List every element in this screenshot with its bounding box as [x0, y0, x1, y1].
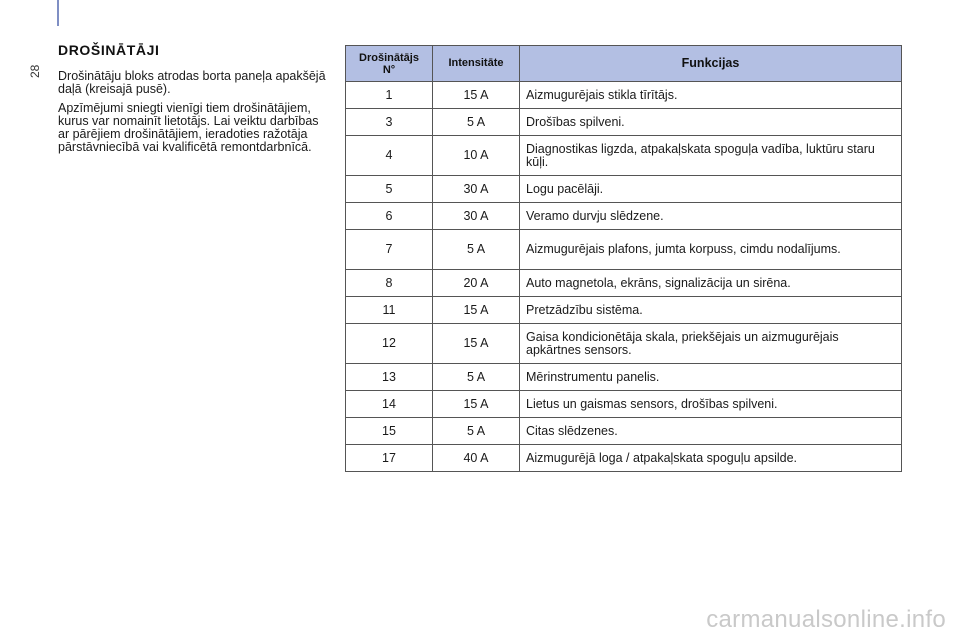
fuse-amperage: 30 A: [433, 176, 520, 203]
fuse-function: Logu pacēlāji.: [520, 176, 902, 203]
fuse-amperage: 15 A: [433, 82, 520, 109]
fuse-function: Lietus un gaismas sensors, drošības spilveni.: [520, 391, 902, 418]
table-row: [346, 297, 902, 324]
section-title: DROŠINĀTĀJI: [58, 42, 160, 58]
table-row: [346, 176, 902, 203]
fuse-function: Veramo durvju slēdzene.: [520, 203, 902, 230]
fuse-number: 1: [346, 82, 433, 109]
table-row: [346, 445, 902, 472]
fuse-amperage: 5 A: [433, 418, 520, 445]
fuse-amperage: 5 A: [433, 230, 520, 270]
fuse-number: 12: [346, 324, 433, 364]
header-row: [346, 46, 902, 82]
fuse-amperage: 5 A: [433, 109, 520, 136]
fuse-number: 13: [346, 364, 433, 391]
fuse-function: Aizmugurējā loga / atpakaļskata spoguļu apsilde.: [520, 445, 902, 472]
fuse-number: 15: [346, 418, 433, 445]
fuse-function: Gaisa kondicionētāja skala, priekšējais un aizmugurējais apkārtnes sensors.: [520, 324, 902, 364]
fuse-function: Drošības spilveni.: [520, 109, 902, 136]
fuse-amperage: 20 A: [433, 270, 520, 297]
fuse-amperage: 40 A: [433, 445, 520, 472]
fuse-table-body: [346, 82, 902, 472]
header-fuse-number: [346, 46, 433, 82]
fuse-number: 3: [346, 109, 433, 136]
page-side-bar: [57, 0, 59, 26]
fuse-number: 8: [346, 270, 433, 297]
table-row: [346, 391, 902, 418]
fuse-table: [345, 45, 902, 472]
intro-paragraph: Drošinātāju bloks atrodas borta paneļa apakšējā daļā (kreisajā pusē).: [58, 69, 326, 96]
fuse-number: 5: [346, 176, 433, 203]
page-number: 28: [28, 64, 42, 78]
fuse-amperage: 30 A: [433, 203, 520, 230]
fuse-amperage: 15 A: [433, 297, 520, 324]
fuse-number: 6: [346, 203, 433, 230]
header-fuse-number-line1: Drošinātājs: [359, 51, 419, 64]
fuse-amperage: 15 A: [433, 391, 520, 418]
fuse-number: 17: [346, 445, 433, 472]
fuse-number: 14: [346, 391, 433, 418]
fuse-amperage: 15 A: [433, 324, 520, 364]
watermark: carmanualsonline.info: [706, 606, 946, 633]
header-fuse-number-line2: N°: [382, 63, 396, 76]
table-row: [346, 82, 902, 109]
table-row: [346, 418, 902, 445]
fuse-function: Auto magnetola, ekrāns, signalizācija un sirēna.: [520, 270, 902, 297]
intro-text: [58, 70, 330, 160]
table-row: [346, 136, 902, 176]
fuse-amperage: 5 A: [433, 364, 520, 391]
fuse-function: Citas slēdzenes.: [520, 418, 902, 445]
fuse-function: Mērinstrumentu panelis.: [520, 364, 902, 391]
fuse-number: 7: [346, 230, 433, 270]
fuse-function: Pretzādzību sistēma.: [520, 297, 902, 324]
intro-paragraph: Apzīmējumi sniegti vienīgi tiem drošinātājiem, kurus var nomainīt lietotājs. Lai veiktu darbības ar pārējiem drošinātājiem, ieradoties ražotāja pārstāvniecībā vai kvalificētā remontdarbnīcā.: [58, 101, 319, 154]
fuse-number: 11: [346, 297, 433, 324]
header-functions: Funkcijas: [520, 46, 902, 82]
header-amperage: Intensitāte: [433, 46, 520, 82]
fuse-number: 4: [346, 136, 433, 176]
table-row: [346, 324, 902, 364]
fuse-function: Aizmugurējais plafons, jumta korpuss, cimdu nodalījums.: [520, 230, 902, 270]
fuse-function: Diagnostikas ligzda, atpakaļskata spoguļa vadība, luktūru staru kūļi.: [520, 136, 902, 176]
table-row: [346, 230, 902, 270]
table-row: [346, 109, 902, 136]
table-row: [346, 270, 902, 297]
fuse-table-header: [346, 46, 902, 82]
table-row: [346, 364, 902, 391]
table-row: [346, 203, 902, 230]
fuse-function: Aizmugurējais stikla tīrītājs.: [520, 82, 902, 109]
fuse-amperage: 10 A: [433, 136, 520, 176]
